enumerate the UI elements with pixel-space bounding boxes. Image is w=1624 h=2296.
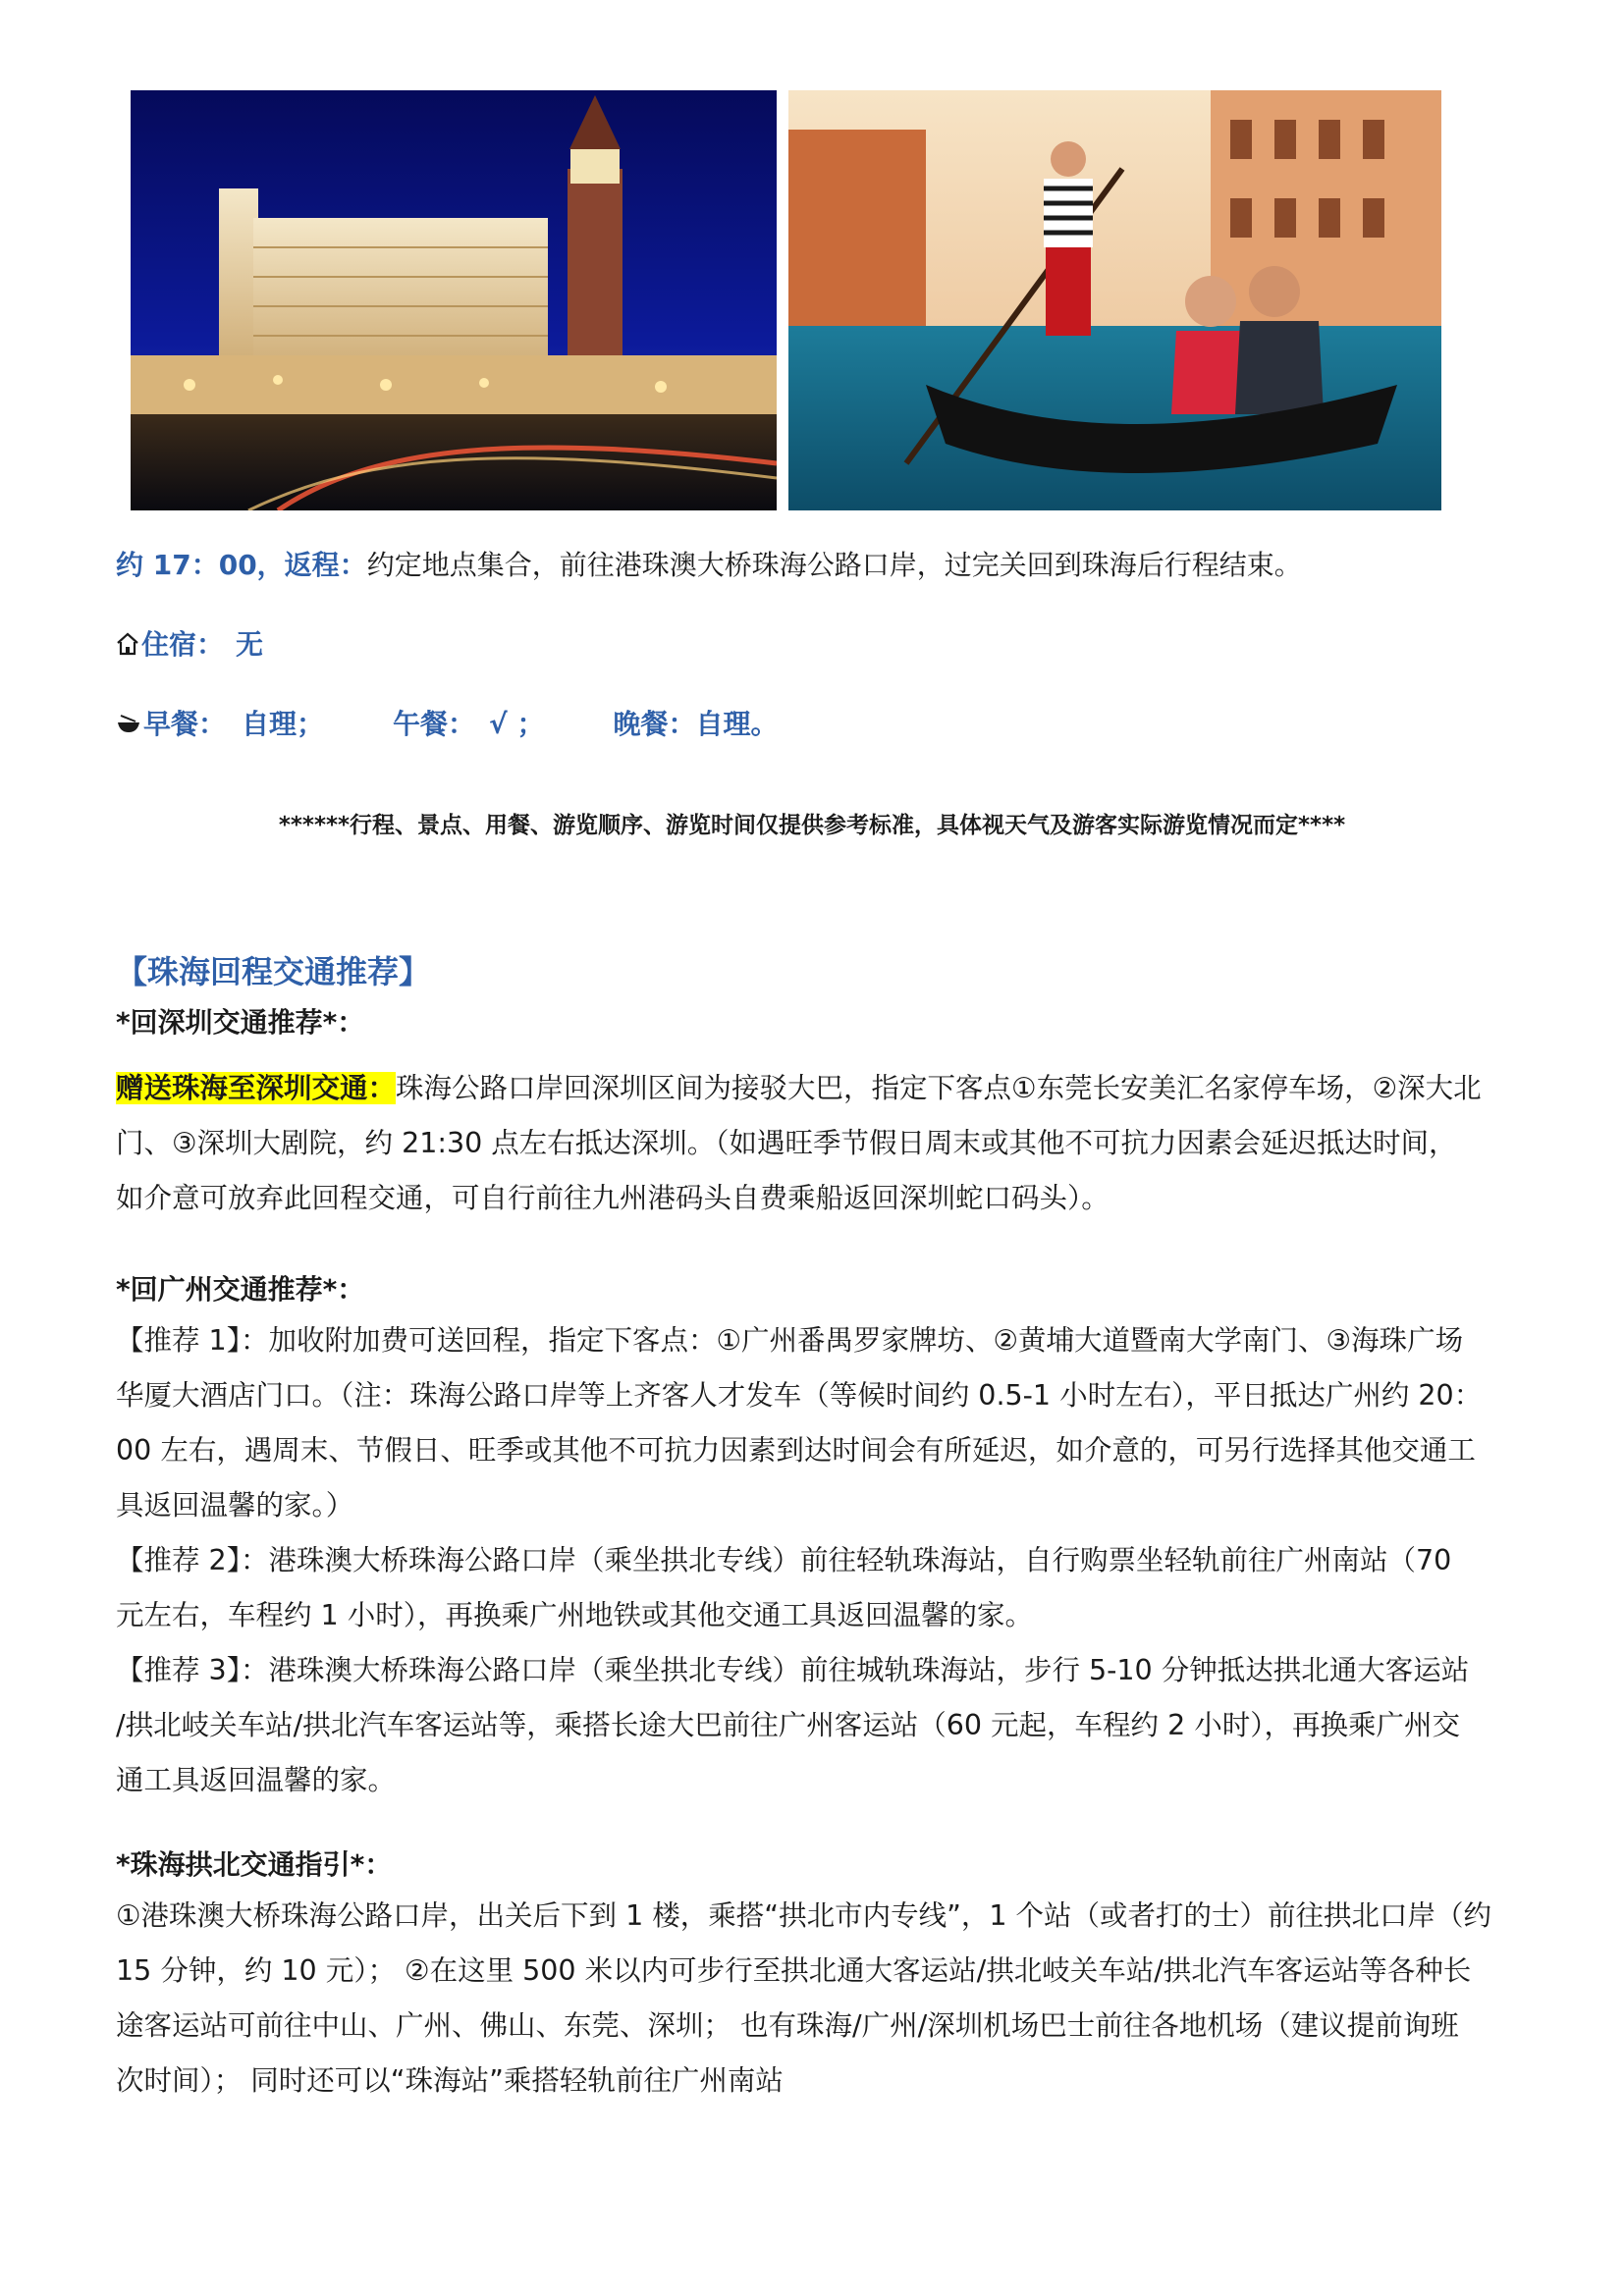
lunch-label: 午餐： (393, 708, 476, 740)
return-line (116, 548, 1302, 583)
text-line: 15 分钟，约 10 元）； ②在这里 500 米以内可步行至拱北通大客运站/拱北岐关车站/拱北汽车客运站等各种长 (116, 1954, 1472, 1987)
text-line: 途客运站可前往中山、广州、佛山、东莞、深圳； 也有珠海/广州/深圳机场巴士前往各地机场（建议提前询班 (116, 2009, 1459, 2042)
venetian-macao-night-photo (131, 90, 777, 510)
text-line: 次时间）； 同时还可以“珠海站”乘搭轻轨前往广州南站 (116, 2064, 784, 2097)
return-text: 约定地点集合，前往港珠澳大桥珠海公路口岸，过完关回到珠海后行程结束。 (366, 549, 1302, 581)
shenzhen-highlight: 赠送珠海至深圳交通： (116, 1072, 397, 1104)
text-line: 具返回温馨的家。） (116, 1489, 354, 1522)
guangzhou-paragraph (116, 1313, 1520, 1808)
lodging-value: 无 (236, 628, 264, 661)
shenzhen-paragraph (116, 1061, 1520, 1226)
text-line: 如介意可放弃此回程交通，可自行前往九州港码头自费乘船返回深圳蛇口码头）。 (116, 1182, 1110, 1214)
itinerary-disclaimer: ******行程、景点、用餐、游览顺序、游览时间仅提供参考标准，具体视天气及游客实际游览情况而定**** (278, 813, 1346, 838)
lodging-label: 住宿： (141, 628, 225, 661)
house-icon (116, 630, 141, 666)
meals-line (116, 707, 779, 744)
text-line: 【推荐 2】：港珠澳大桥珠海公路口岸（乘坐拱北专线）前往轻轨珠海站，自行购票坐轻轨前往广州南站（70 (116, 1544, 1452, 1576)
photo-row (131, 90, 1441, 510)
breakfast-label: 早餐： (143, 708, 227, 740)
breakfast-value: 自理； (242, 708, 325, 740)
guangzhou-heading: *回广州交通推荐*： (116, 1273, 365, 1306)
dinner-value: 自理。 (695, 708, 779, 740)
lunch-value: √ ； (489, 708, 545, 740)
section-title: 【珠海回程交通推荐】 (116, 953, 431, 990)
gondola-couple-photo (788, 90, 1441, 510)
text-line: 赠送珠海至深圳交通：珠海公路口岸回深圳区间为接驳大巴，指定下客点①东莞长安美汇名家停车场，②深大北 (116, 1072, 1482, 1104)
text-line: 00 左右，遇周末、节假日、旺季或其他不可抗力因素到达时间会有所延迟，如介意的，可另行选择其他交通工 (116, 1434, 1476, 1467)
text-line: 通工具返回温馨的家。 (116, 1764, 397, 1796)
text-line: 【推荐 1】：加收附加费可送回程，指定下客点：①广州番禺罗家牌坊、②黄埔大道暨南大学南门、③海珠广场 (116, 1324, 1464, 1357)
shenzhen-heading: *回深圳交通推荐*： (116, 1006, 365, 1039)
text-line: /拱北岐关车站/拱北汽车客运站等，乘搭长途大巴前往广州客运站（60 元起，车程约 2 小时），再换乘广州交 (116, 1709, 1461, 1741)
gongbei-paragraph (116, 1889, 1520, 2109)
return-time-label: 约 17：00，返程： (116, 549, 367, 581)
gongbei-heading: *珠海拱北交通指引*： (116, 1848, 393, 1881)
text-line: ①港珠澳大桥珠海公路口岸，出关后下到 1 楼，乘搭“拱北市内专线”，1 个站（或者打的士）前往拱北口岸（约 (116, 1899, 1492, 1932)
dinner-label: 晚餐： (613, 708, 696, 740)
text-line: 门、③深圳大剧院，约 21:30 点左右抵达深圳。（如遇旺季节假日周末或其他不可抗力因素会延迟抵达时间， (116, 1127, 1457, 1159)
lodging-line (116, 627, 263, 666)
text-line: 元左右，车程约 1 小时），再换乘广州地铁或其他交通工具返回温馨的家。 (116, 1599, 1034, 1631)
bowl-icon (116, 709, 143, 744)
text-line: 华厦大酒店门口。（注：珠海公路口岸等上齐客人才发车（等候时间约 0.5-1 小时左右），平日抵达广州约 20： (116, 1379, 1483, 1412)
text-line: 【推荐 3】：港珠澳大桥珠海公路口岸（乘坐拱北专线）前往城轨珠海站，步行 5-10 分钟抵达拱北通大客运站 (116, 1654, 1470, 1686)
